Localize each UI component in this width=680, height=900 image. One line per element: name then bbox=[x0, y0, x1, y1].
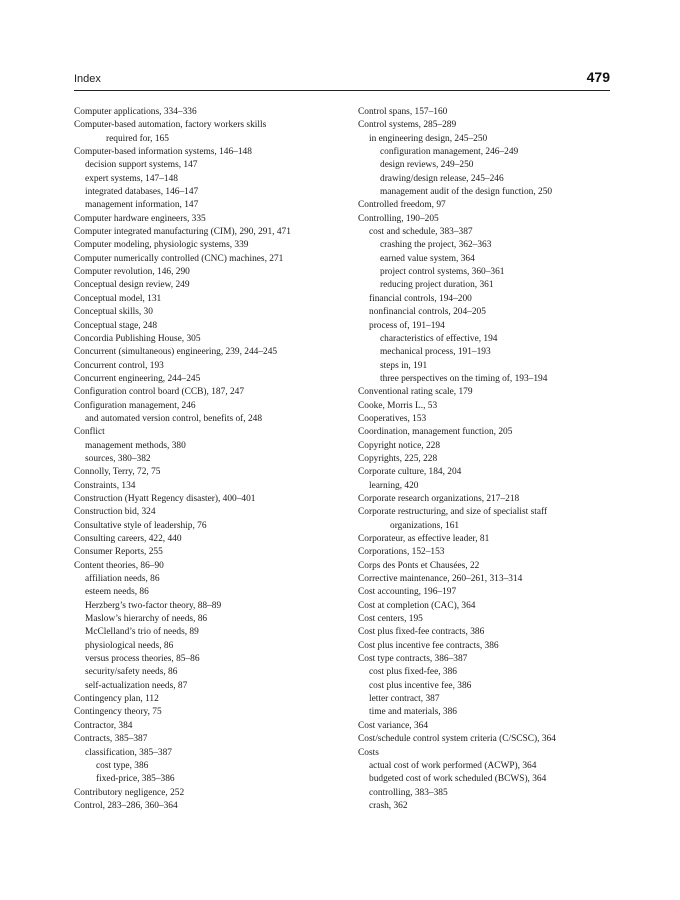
index-entry: Contingency plan, 112 bbox=[74, 694, 159, 705]
index-subentry: and automated version control, benefits of, 248 bbox=[85, 413, 263, 424]
index-entry: Corporations, 152–153 bbox=[358, 547, 445, 558]
index-subentry: esteem needs, 86 bbox=[85, 587, 149, 598]
index-subentry: three perspectives on the timing of, 193–194 bbox=[380, 373, 548, 384]
index-entry: Contractor, 384 bbox=[74, 720, 133, 731]
index-entry: Concurrent engineering, 244–245 bbox=[74, 373, 201, 384]
index-entry: Consulting careers, 422, 440 bbox=[74, 534, 182, 544]
index-subentry: self-actualization needs, 87 bbox=[85, 680, 188, 691]
index-entry-continuation: required for, 165 bbox=[106, 133, 169, 144]
index-subentry: crashing the project, 362–363 bbox=[380, 240, 492, 251]
index-subentry: project control systems, 360–361 bbox=[380, 267, 505, 278]
index-entry: Computer-based automation, factory workers skills bbox=[74, 120, 267, 131]
index-entry: Control spans, 157–160 bbox=[358, 107, 448, 117]
index-subentry: financial controls, 194–200 bbox=[369, 293, 472, 304]
index-entry: Corrective maintenance, 260–261, 313–314 bbox=[358, 574, 523, 585]
index-entry: Copyrights, 225, 228 bbox=[358, 453, 438, 464]
index-entry: Cost accounting, 196–197 bbox=[358, 587, 457, 598]
running-header bbox=[74, 68, 610, 91]
index-entry: Computer modeling, physiologic systems, 339 bbox=[74, 240, 249, 251]
index-entry: Concordia Publishing House, 305 bbox=[74, 333, 201, 344]
index-subentry: integrated databases, 146–147 bbox=[85, 187, 199, 198]
index-subentry: management methods, 380 bbox=[85, 440, 186, 451]
index-entry: Copyright notice, 228 bbox=[358, 440, 441, 451]
page-number: 479 bbox=[586, 69, 610, 85]
index-entry: Cost plus fixed-fee contracts, 386 bbox=[358, 627, 485, 638]
index-entry: Computer integrated manufacturing (CIM), 290, 291, 471 bbox=[74, 227, 291, 238]
index-subentry: in engineering design, 245–250 bbox=[369, 133, 488, 144]
index-subentry: process of, 191–194 bbox=[369, 320, 445, 331]
index-subentry: classification, 385–387 bbox=[85, 747, 172, 758]
index-entry: Corporate restructuring, and size of specialist staff bbox=[358, 507, 548, 518]
index-entry: Controlled freedom, 97 bbox=[358, 200, 446, 211]
index-entry: Content theories, 86–90 bbox=[74, 560, 164, 571]
index-subentry: expert systems, 147–148 bbox=[85, 173, 178, 184]
index-subentry: cost and schedule, 383–387 bbox=[369, 227, 473, 238]
index-entry: Corporate culture, 184, 204 bbox=[358, 467, 462, 478]
index-entry: Construction bid, 324 bbox=[74, 507, 156, 518]
index-entry: Consumer Reports, 255 bbox=[74, 547, 163, 558]
index-subentry: configuration management, 246–249 bbox=[380, 147, 519, 158]
index-entry: Contributory negligence, 252 bbox=[74, 787, 185, 798]
index-subentry: reducing project duration, 361 bbox=[380, 280, 494, 291]
index-entry: Concurrent control, 193 bbox=[74, 360, 164, 371]
index-entry: Cost plus incentive fee contracts, 386 bbox=[358, 640, 499, 651]
index-subentry: versus process theories, 85–86 bbox=[85, 654, 200, 665]
index-entry: Conceptual stage, 248 bbox=[74, 320, 158, 331]
index-subentry: cost plus incentive fee, 386 bbox=[369, 680, 472, 691]
index-subentry: controlling, 383–385 bbox=[369, 787, 448, 798]
index-subentry: time and materials, 386 bbox=[369, 707, 457, 718]
index-subentry: nonfinancial controls, 204–205 bbox=[369, 307, 486, 318]
index-entry: Controlling, 190–205 bbox=[358, 213, 439, 224]
index-subentry: design reviews, 249–250 bbox=[380, 160, 474, 171]
index-entry: Cooperatives, 153 bbox=[358, 413, 427, 424]
index-subentry: steps in, 191 bbox=[380, 360, 428, 371]
index-entry: Computer numerically controlled (CNC) machines, 271 bbox=[74, 253, 284, 264]
index-entry: Computer applications, 334–336 bbox=[74, 107, 197, 117]
index-entry: Configuration control board (CCB), 187, 247 bbox=[74, 387, 245, 398]
index-subentry: crash, 362 bbox=[369, 800, 408, 811]
index-column-left bbox=[74, 106, 344, 813]
index-subentry: cost plus fixed-fee, 386 bbox=[369, 667, 457, 678]
index-entry: Costs bbox=[358, 747, 379, 758]
index-subentry: Herzberg’s two-factor theory, 88–89 bbox=[85, 600, 222, 611]
index-entry: Cost/schedule control system criteria (C/SCSC), 364 bbox=[358, 734, 556, 745]
index-subentry: budgeted cost of work scheduled (BCWS), 364 bbox=[369, 774, 547, 785]
index-subentry: fixed-price, 385–386 bbox=[96, 774, 175, 785]
index-entry: Cost variance, 364 bbox=[358, 720, 429, 731]
index-subentry: Maslow’s hierarchy of needs, 86 bbox=[85, 614, 208, 625]
index-entry: Conceptual skills, 30 bbox=[74, 307, 153, 318]
index-entry: Contingency theory, 75 bbox=[74, 707, 162, 718]
index-subentry: drawing/design release, 245–246 bbox=[380, 173, 504, 184]
index-entry: Coordination, management function, 205 bbox=[358, 427, 513, 438]
index-subentry: decision support systems, 147 bbox=[85, 160, 198, 171]
index-subentry: characteristics of effective, 194 bbox=[380, 333, 498, 344]
index-entry: Cost at completion (CAC), 364 bbox=[358, 600, 476, 611]
index-entry: Corporateur, as effective leader, 81 bbox=[358, 534, 490, 544]
index-subentry: sources, 380–382 bbox=[85, 453, 151, 464]
index-subentry: learning, 420 bbox=[369, 480, 419, 491]
index-entry: Control, 283–286, 360–364 bbox=[74, 800, 178, 811]
index-subentry: McClelland’s trio of needs, 89 bbox=[85, 627, 199, 638]
index-entry: Consultative style of leadership, 76 bbox=[74, 520, 207, 531]
index-entry: Construction (Hyatt Regency disaster), 400–401 bbox=[74, 493, 256, 504]
index-entry: Conceptual model, 131 bbox=[74, 293, 162, 304]
index-subentry: affiliation needs, 86 bbox=[85, 574, 160, 585]
index-entry: Conventional rating scale, 179 bbox=[358, 387, 473, 398]
index-subentry: management audit of the design function, 250 bbox=[380, 187, 553, 198]
index-column-right bbox=[358, 106, 620, 813]
index-entry: Contracts, 385–387 bbox=[74, 734, 148, 745]
index-entry: Computer-based information systems, 146–148 bbox=[74, 147, 252, 158]
index-subentry: cost type, 386 bbox=[96, 760, 149, 771]
index-entry: Conceptual design review, 249 bbox=[74, 280, 190, 291]
index-entry: Computer revolution, 146, 290 bbox=[74, 267, 190, 278]
index-entry: Concurrent (simultaneous) engineering, 239, 244–245 bbox=[74, 347, 278, 358]
index-subentry: management information, 147 bbox=[85, 200, 199, 211]
index-entry: Connolly, Terry, 72, 75 bbox=[74, 467, 161, 478]
index-subentry: mechanical process, 191–193 bbox=[380, 347, 491, 358]
running-head-title: Index bbox=[74, 73, 101, 85]
index-entry: Configuration management, 246 bbox=[74, 400, 196, 411]
index-entry: Control systems, 285–289 bbox=[358, 120, 457, 131]
index-subentry: letter contract, 387 bbox=[369, 694, 440, 705]
index-entry: Corporate research organizations, 217–218 bbox=[358, 493, 520, 504]
index-subentry: actual cost of work performed (ACWP), 364 bbox=[369, 760, 537, 771]
index-subentry: security/safety needs, 86 bbox=[85, 667, 178, 678]
index-entry: Cost centers, 195 bbox=[358, 614, 423, 625]
index-entry: Conflict bbox=[74, 427, 105, 438]
index-entry: Corps des Ponts et Chausées, 22 bbox=[358, 560, 480, 571]
index-entry-continuation: organizations, 161 bbox=[390, 520, 460, 531]
index-entry: Computer hardware engineers, 335 bbox=[74, 213, 206, 224]
index-entry: Cooke, Morris L., 53 bbox=[358, 400, 438, 411]
index-entry: Cost type contracts, 386–387 bbox=[358, 654, 468, 665]
index-entry: Constraints, 134 bbox=[74, 480, 136, 491]
index-subentry: earned value system, 364 bbox=[380, 253, 475, 264]
index-subentry: physiological needs, 86 bbox=[85, 640, 174, 651]
